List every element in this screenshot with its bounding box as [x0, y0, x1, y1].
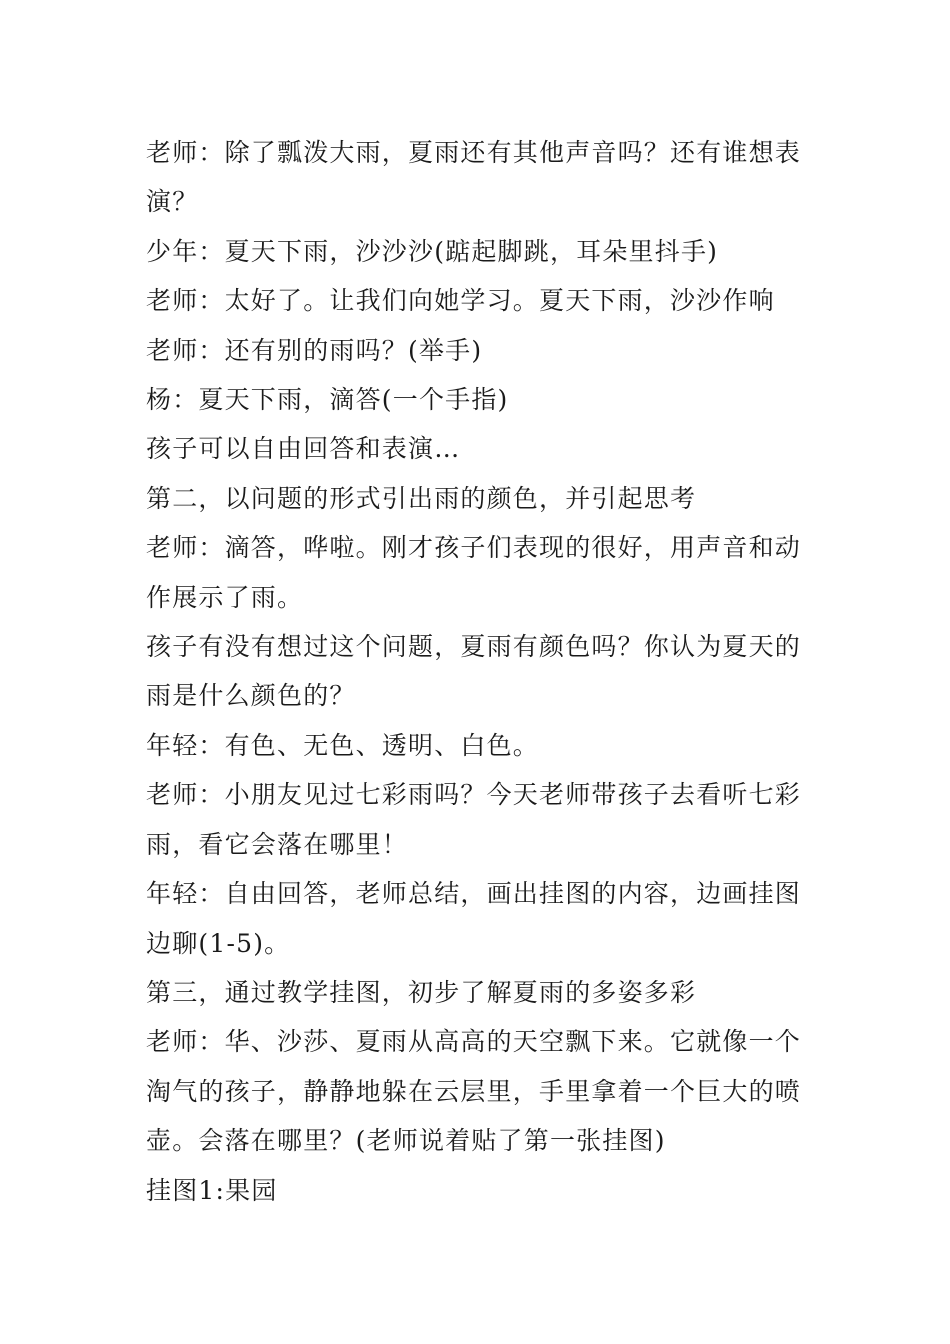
paragraph-yang-dripping: 杨：夏天下雨，滴答(一个手指) [146, 385, 509, 415]
paragraph-teacher-rainbow-rain: 老师：小朋友见过七彩雨吗？今天老师带孩子去看听七彩雨，看它会落在哪里！ [146, 780, 802, 859]
document-body [146, 128, 808, 1215]
paragraph-youth-free-answer: 年轻：自由回答，老师总结，画出挂图的内容，边画挂图边聊(1-5)。 [146, 879, 802, 958]
paragraph-teacher-question-sounds: 老师：除了瓢泼大雨，夏雨还有其他声音吗？还有谁想表演？ [146, 138, 802, 217]
paragraph-wall-chart-1: 挂图1:果园 [146, 1175, 278, 1205]
paragraph-teacher-story: 老师：华、沙莎、夏雨从高高的天空飘下来。它就像一个淘气的孩子，静静地躲在云层里，手里拿着一个巨大的喷壶。会落在哪里？(老师说着贴了第一张挂图) [146, 1027, 802, 1156]
section-heading-third: 第三，通过教学挂图，初步了解夏雨的多姿多彩 [146, 977, 697, 1007]
section-heading-second: 第二，以问题的形式引出雨的颜色，并引起思考 [146, 483, 697, 513]
paragraph-youth-colors: 年轻：有色、无色、透明、白色。 [146, 730, 540, 760]
paragraph-teacher-summary: 老师：滴答，哗啦。刚才孩子们表现的很好，用声音和动作展示了雨。 [146, 533, 802, 612]
paragraph-teacher-other-rain: 老师：还有别的雨吗？(举手) [146, 335, 483, 365]
paragraph-rain-color-question: 孩子有没有想过这个问题，夏雨有颜色吗？你认为夏天的雨是什么颜色的？ [146, 632, 802, 711]
paragraph-teacher-praise: 老师：太好了。让我们向她学习。夏天下雨，沙沙作响 [146, 286, 775, 316]
paragraph-youth-rustling: 少年：夏天下雨，沙沙沙(踮起脚跳，耳朵里抖手) [146, 236, 719, 266]
paragraph-children-free-answer: 孩子可以自由回答和表演… [146, 434, 461, 464]
